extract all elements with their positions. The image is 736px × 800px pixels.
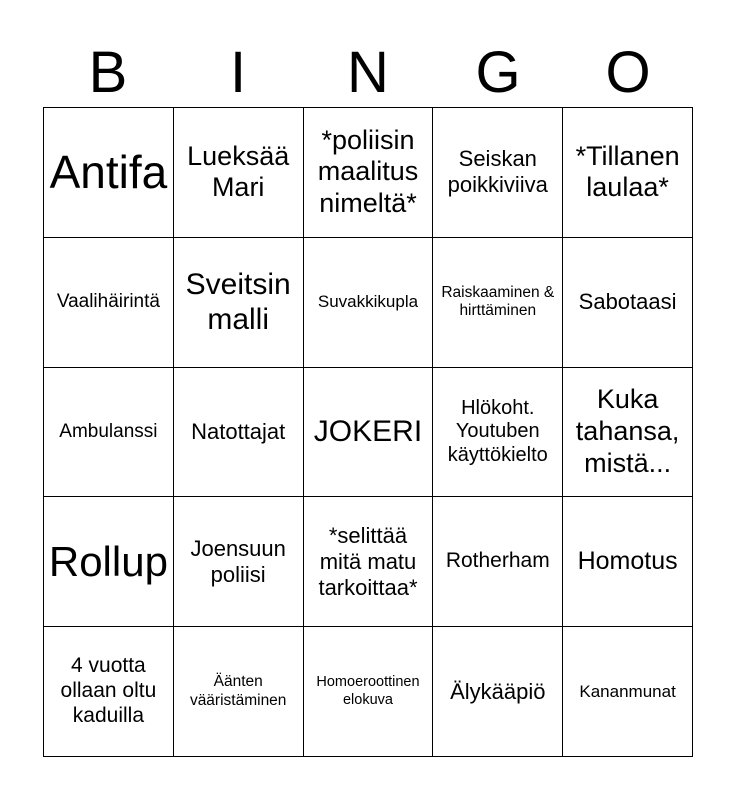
cell-text: Sveitsin malli — [185, 267, 291, 337]
cell-text: Natottajat — [191, 419, 286, 445]
header-letter-g: G — [475, 40, 521, 105]
bingo-cell[interactable] — [174, 497, 304, 627]
cell-text: JOKERI — [313, 415, 423, 449]
cell-text: Rotherham — [445, 549, 550, 573]
cell-text: Kuka tahansa, mistä... — [575, 384, 680, 478]
cell-text: Suvakkikupla — [317, 292, 419, 312]
cell-text: Raiskaaminen & hirttäminen — [441, 283, 555, 320]
bingo-cell[interactable] — [563, 497, 693, 627]
bingo-cell[interactable] — [304, 368, 434, 498]
cell-text: Kananmunat — [579, 681, 676, 701]
bingo-cell[interactable] — [174, 368, 304, 498]
bingo-cell[interactable] — [433, 497, 563, 627]
bingo-cell[interactable] — [44, 238, 174, 368]
bingo-cell[interactable] — [174, 238, 304, 368]
cell-text: Sabotaasi — [578, 289, 677, 315]
bingo-cell[interactable] — [433, 238, 563, 368]
cell-text: Älykääpiö — [450, 678, 546, 704]
header-letter-b: B — [88, 40, 128, 105]
header-letter-o: O — [605, 40, 651, 105]
cell-text: *poliisin maalitus nimeltä* — [317, 124, 419, 219]
cell-text: Rollup — [48, 537, 168, 585]
cell-text: Joensuun poliisi — [190, 535, 286, 587]
bingo-cell[interactable] — [433, 627, 563, 757]
bingo-cell[interactable] — [563, 108, 693, 238]
bingo-cell[interactable] — [174, 108, 304, 238]
cell-text: Vaalihäirintä — [56, 290, 160, 312]
bingo-cell[interactable] — [563, 368, 693, 498]
cell-text: Lueksää Mari — [187, 140, 290, 203]
bingo-cell[interactable] — [433, 368, 563, 498]
bingo-cell[interactable] — [304, 627, 434, 757]
cell-text: 4 vuotta ollaan oltu kaduilla — [60, 654, 157, 727]
bingo-cell[interactable] — [304, 497, 434, 627]
cell-text: Homoeroottinen elokuva — [316, 674, 420, 708]
cell-text: Ambulanssi — [59, 420, 158, 442]
bingo-cell[interactable] — [304, 108, 434, 238]
header-letter-i: I — [229, 40, 247, 105]
cell-text: Antifa — [49, 146, 168, 199]
bingo-cell[interactable] — [563, 238, 693, 368]
cell-text: Hlökoht. Youtuben käyttökielto — [447, 396, 548, 466]
bingo-cell[interactable] — [563, 627, 693, 757]
bingo-board — [43, 107, 693, 757]
bingo-cell[interactable] — [44, 497, 174, 627]
header-letter-n: N — [347, 40, 389, 105]
bingo-cell[interactable] — [44, 108, 174, 238]
cell-text: *selittää mitä matu tarkoittaa* — [318, 522, 418, 600]
cell-text: Seiskan poikkiviiva — [447, 146, 548, 198]
bingo-cell[interactable] — [433, 108, 563, 238]
bingo-cell[interactable] — [304, 238, 434, 368]
cell-text: Homotus — [577, 547, 678, 576]
cell-text: *Tillanen laulaa* — [575, 140, 680, 203]
bingo-cell[interactable] — [44, 627, 174, 757]
bingo-header — [43, 42, 693, 104]
cell-text: Äänten vääristäminen — [189, 673, 287, 709]
bingo-cell[interactable] — [174, 627, 304, 757]
bingo-cell[interactable] — [44, 368, 174, 498]
